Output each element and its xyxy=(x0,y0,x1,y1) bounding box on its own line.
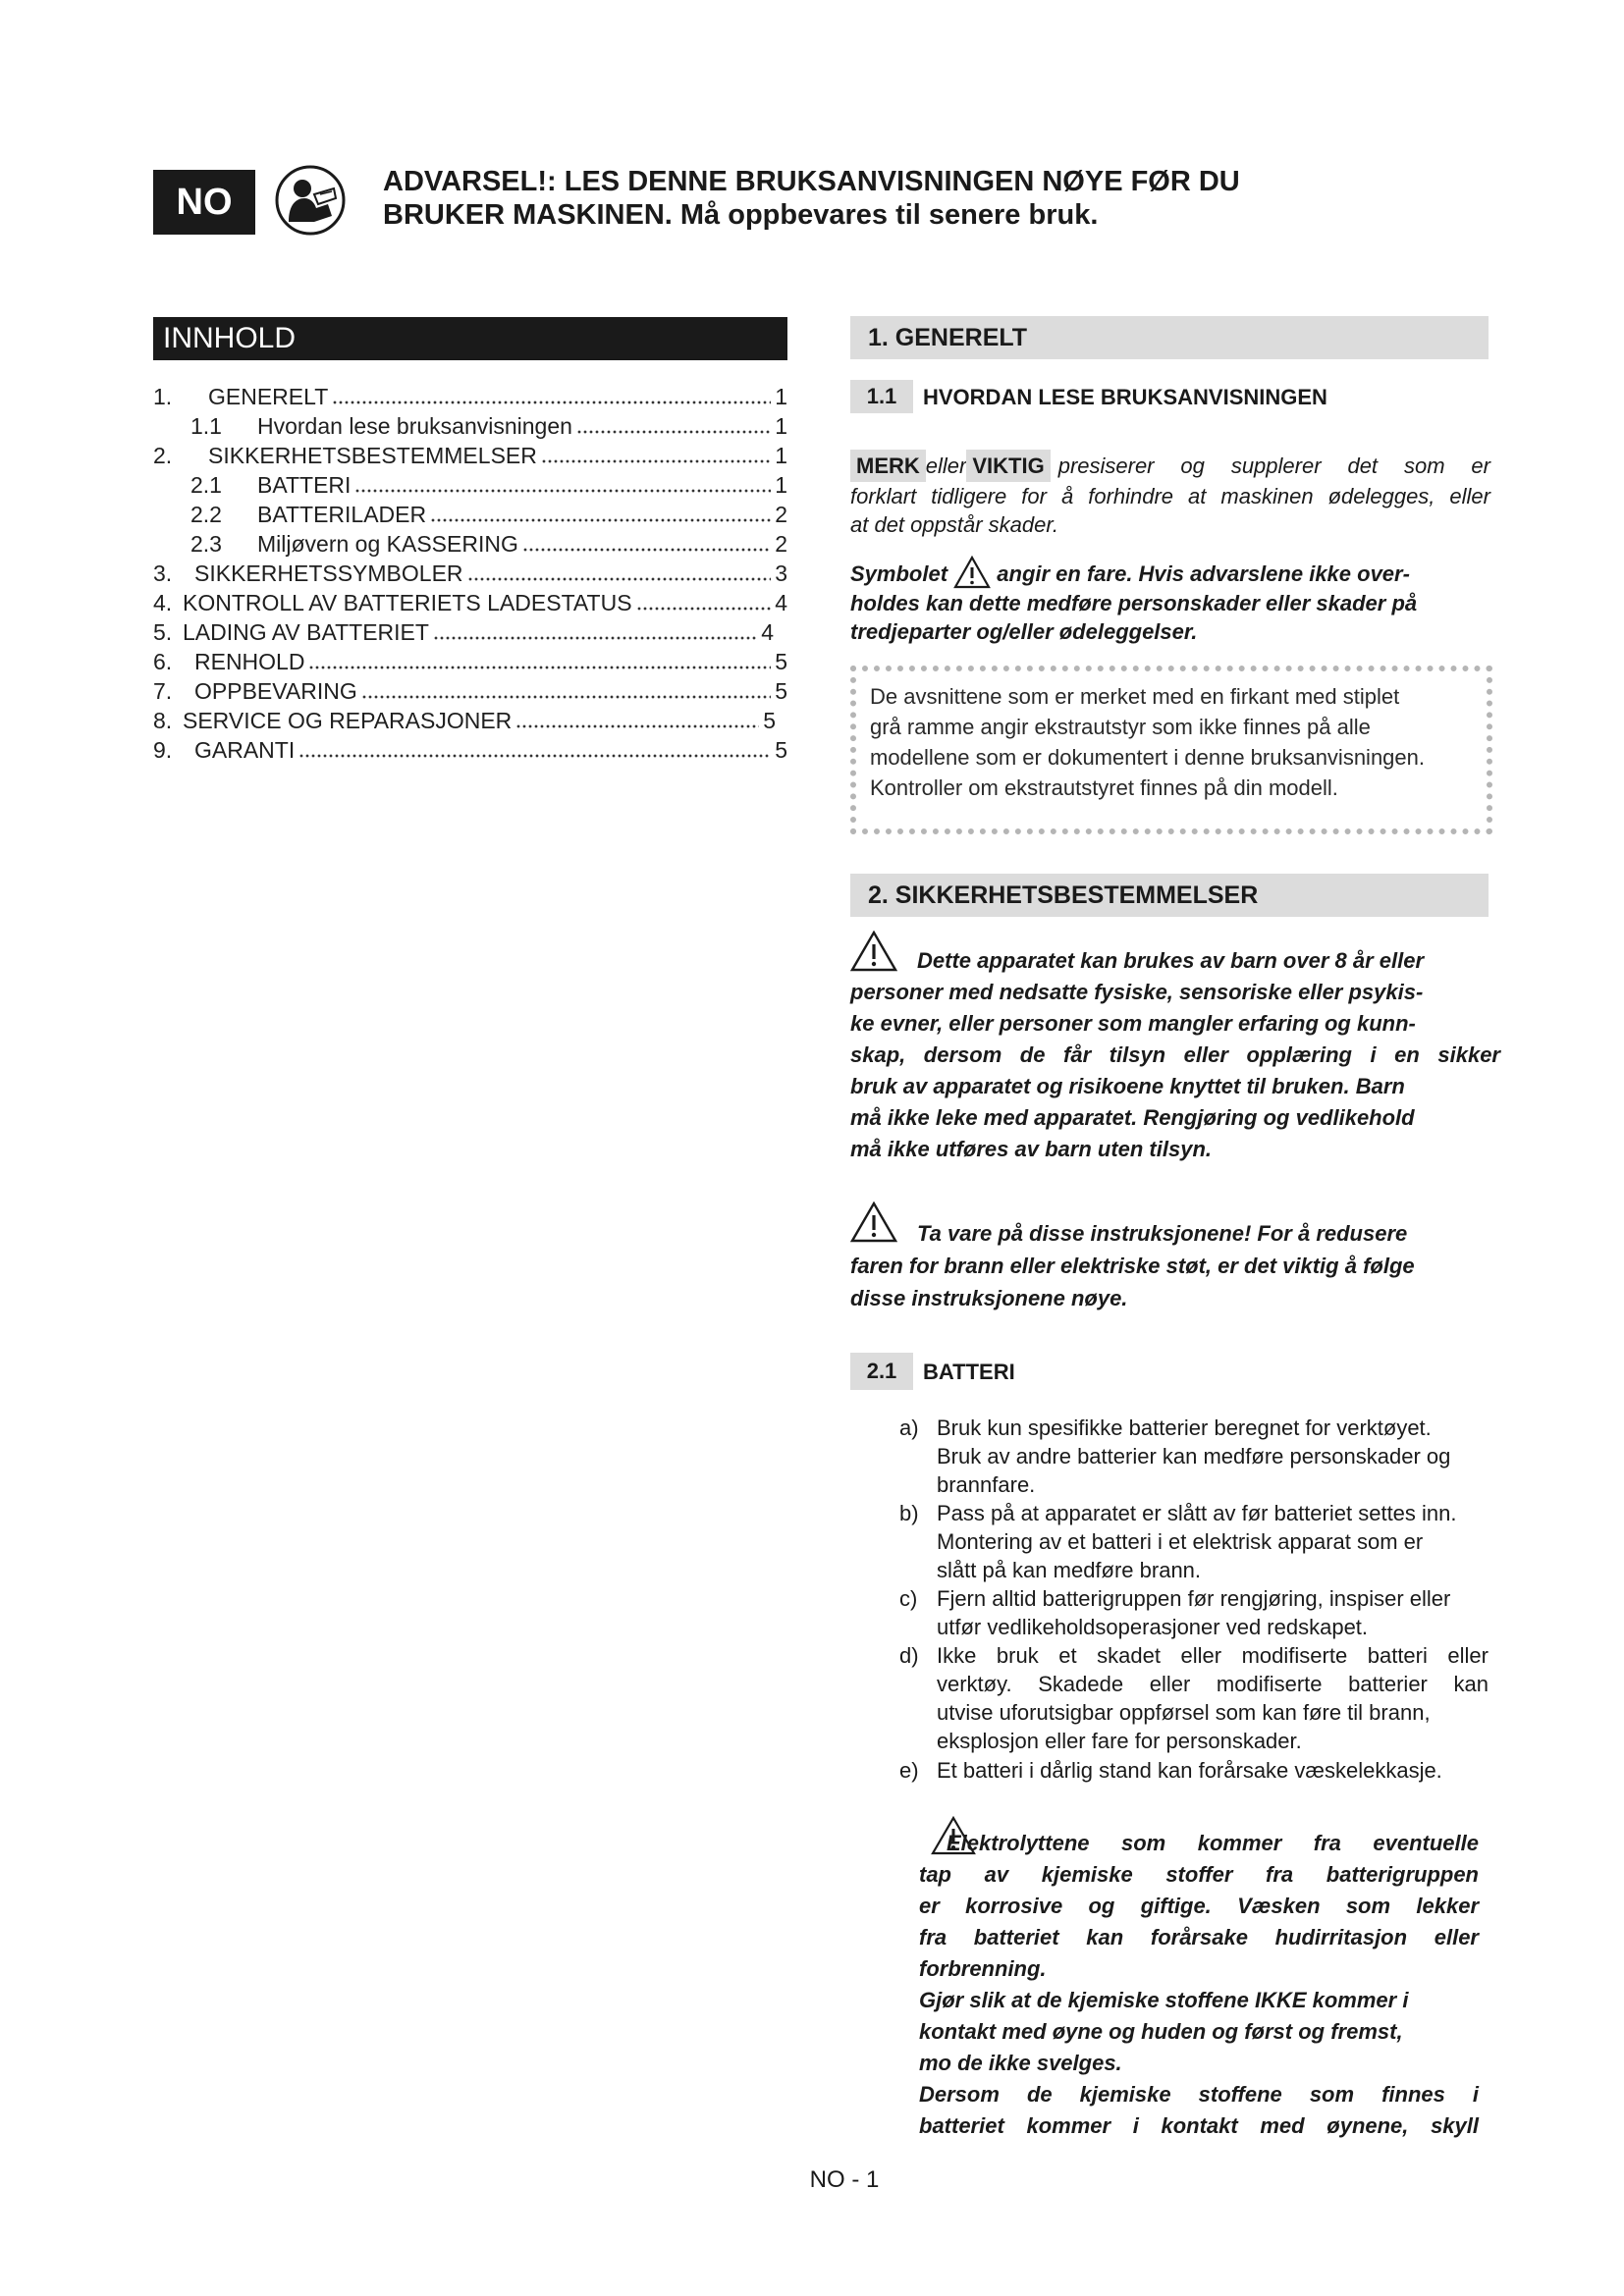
toc-entry-title: BATTERI xyxy=(257,472,352,498)
symbol-text-line-1: angir en fare. Hvis advarslene ikke over- xyxy=(997,561,1410,586)
symbol-text-line-2: holdes kan dette medføre personskader eller skader på xyxy=(850,591,1418,615)
toc-entry-number: 2.1 xyxy=(190,472,222,498)
subsection-title: BATTERI xyxy=(923,1360,1015,1384)
toc-dot-leader xyxy=(522,548,771,552)
warning-text-line: må ikke leke med apparatet. Rengjøring og vedlikehold xyxy=(850,1105,1415,1130)
toc-title: INNHOLD xyxy=(153,317,787,360)
list-marker: a) xyxy=(899,1415,919,1440)
toc-dot-leader xyxy=(515,724,759,728)
toc-entry-page: 4 xyxy=(761,619,774,645)
toc-entry[interactable] xyxy=(153,735,787,765)
list-line: utvise uforutsigbar oppførsel som kan føre til brann, xyxy=(937,1700,1431,1725)
electrolyte-line: mo de ikke svelges. xyxy=(919,2051,1122,2075)
toc-dot-leader xyxy=(361,695,771,699)
warning-text-line: skap, dersom de får tilsyn eller opplæring i en sikker xyxy=(850,1042,1500,1067)
toc-entry-page: 1 xyxy=(775,384,787,409)
list-line: Bruk kun spesifikke batterier beregnet for verktøyet. xyxy=(937,1415,1432,1440)
electrolyte-line: tap av kjemiske stoffer fra batterigruppen xyxy=(919,1862,1479,1887)
list-marker: e) xyxy=(899,1758,919,1783)
toc-entry-page: 5 xyxy=(775,737,787,763)
read-manual-icon xyxy=(275,165,346,236)
electrolyte-line: Dersom de kjemiske stoffene som finnes i xyxy=(919,2082,1479,2107)
list-line: Pass på at apparatet er slått av før batteriet settes inn. xyxy=(937,1501,1457,1525)
toc-entry-title: Hvordan lese bruksanvisningen xyxy=(257,413,572,439)
toc-entry[interactable] xyxy=(153,441,787,470)
list-line: Fjern alltid batterigruppen før rengjøring, inspiser eller xyxy=(937,1586,1451,1611)
toc-entry-number: 6. xyxy=(153,649,173,674)
warning-text-line: må ikke utføres av barn uten tilsyn. xyxy=(850,1137,1213,1161)
warning-text-line: Dette apparatet kan brukes av barn over 8 år eller xyxy=(917,948,1425,973)
note-connector-word: eller xyxy=(925,454,967,478)
toc-entry-number: 2.3 xyxy=(190,531,222,557)
notice-line: modellene som er dokumentert i denne bruksanvisningen. xyxy=(870,745,1425,770)
notice-line: Kontroller om ekstrautstyret finnes på din modell. xyxy=(870,775,1338,800)
toc-entry-title: BATTERILADER xyxy=(257,502,427,527)
toc-dot-leader xyxy=(467,577,772,581)
toc-entry-page: 1 xyxy=(775,413,787,439)
toc-dot-leader xyxy=(576,430,771,434)
toc-entry-page: 3 xyxy=(775,561,787,586)
toc-entry-page: 5 xyxy=(775,649,787,674)
toc-entry-page: 2 xyxy=(775,531,787,557)
warning-text-line: personer med nedsatte fysiske, sensoriske eller psykis- xyxy=(850,980,1424,1004)
toc-dot-leader xyxy=(298,754,771,758)
toc-entry-page: 4 xyxy=(775,590,787,615)
toc-entry-title: SERVICE OG REPARASJONER xyxy=(183,708,513,733)
subsection-number: 1.1 xyxy=(850,380,913,413)
toc-dot-leader xyxy=(332,400,771,404)
toc-entry-number: 1.1 xyxy=(190,413,222,439)
toc-entry-title: RENHOLD xyxy=(194,649,305,674)
toc-entry-number: 8. xyxy=(153,708,173,733)
language-badge: NO xyxy=(153,170,255,235)
warning-triangle-icon xyxy=(953,556,991,589)
list-marker: c) xyxy=(899,1586,918,1611)
toc-entry-title: SIKKERHETSBESTEMMELSER xyxy=(208,443,537,468)
toc-entry-title: SIKKERHETSSYMBOLER xyxy=(194,561,463,586)
toc-entry-title: GARANTI xyxy=(194,737,296,763)
toc-entry[interactable] xyxy=(153,559,787,588)
toc-entry-number: 3. xyxy=(153,561,173,586)
toc-entry-title: LADING AV BATTERIET xyxy=(183,619,429,645)
toc-entry[interactable] xyxy=(153,617,787,647)
warning-text-line: bruk av apparatet og risikoene knyttet til bruken. Barn xyxy=(850,1074,1405,1098)
section-heading-safety: 2. SIKKERHETSBESTEMMELSER xyxy=(850,874,1489,917)
toc-entry-title: KONTROLL AV BATTERIETS LADESTATUS xyxy=(183,590,632,615)
warning-text-line: faren for brann eller elektriske støt, er det viktig å følge xyxy=(850,1254,1415,1278)
warning-text-line: disse instruksjonene nøye. xyxy=(850,1286,1128,1310)
toc-dot-leader xyxy=(636,607,772,611)
subsection-title: HVORDAN LESE BRUKSANVISNINGEN xyxy=(923,385,1327,409)
children-safety-warning xyxy=(850,945,1500,1165)
toc-entry[interactable] xyxy=(153,588,787,617)
toc-entry[interactable] xyxy=(153,647,787,676)
warning-line-1: ADVARSEL!: LES DENNE BRUKSANVISNINGEN NØYE FØR DU xyxy=(383,166,1240,197)
list-line: brannfare. xyxy=(937,1472,1036,1497)
toc-entry-page: 5 xyxy=(763,708,776,733)
toc-entry-number: 5. xyxy=(153,619,173,645)
warning-line-2: BRUKER MASKINEN. Må oppbevares til senere bruk. xyxy=(383,199,1099,231)
list-line: Bruk av andre batterier kan medføre personskader og xyxy=(937,1444,1451,1468)
instructions-warning xyxy=(850,1217,1500,1314)
list-marker: b) xyxy=(899,1501,919,1525)
toc-entry[interactable] xyxy=(153,706,787,735)
toc-dot-leader xyxy=(308,666,771,669)
electrolyte-warning xyxy=(919,1828,1479,2142)
toc-entry-title: GENERELT xyxy=(208,384,329,409)
toc-entry[interactable] xyxy=(153,500,787,529)
toc-entry[interactable] xyxy=(153,382,787,411)
note-text-line-2: forklart tidligere for å forhindre at maskinen ødelegges, eller xyxy=(850,484,1490,508)
toc-dot-leader xyxy=(354,489,771,493)
warning-text-line: Ta vare på disse instruksjonene! For å redusere xyxy=(917,1221,1408,1246)
notice-line: grå ramme angir ekstrautstyr som ikke finnes på alle xyxy=(870,715,1371,739)
toc-entry-number: 9. xyxy=(153,737,173,763)
list-line: verktøy. Skadede eller modifiserte batterier kan xyxy=(937,1672,1489,1696)
toc-entry-title: Miljøvern og KASSERING xyxy=(257,531,518,557)
symbol-paragraph xyxy=(850,556,1490,646)
note-paragraph xyxy=(850,450,1490,539)
toc-entry-page: 2 xyxy=(775,502,787,527)
list-line: slått på kan medføre brann. xyxy=(937,1558,1202,1582)
list-line: utfør vedlikeholdsoperasjoner ved redskapet. xyxy=(937,1615,1369,1639)
manual-warning-heading xyxy=(383,165,1326,232)
toc-entry-number: 4. xyxy=(153,590,173,615)
toc-entry-title: OPPBEVARING xyxy=(194,678,357,704)
toc-dot-leader xyxy=(430,518,771,522)
toc-entry[interactable] xyxy=(153,411,787,441)
electrolyte-line: er korrosive og giftige. Væsken som lekker xyxy=(919,1894,1479,1918)
toc-dot-leader xyxy=(433,636,757,640)
toc-entry[interactable] xyxy=(153,676,787,706)
list-marker: d) xyxy=(899,1643,919,1668)
electrolyte-line: forbrenning. xyxy=(919,1956,1047,1981)
list-line: Et batteri i dårlig stand kan forårsake væskelekkasje. xyxy=(937,1758,1442,1783)
merk-tag: MERK xyxy=(850,450,926,482)
toc-entry-page: 1 xyxy=(775,472,787,498)
viktig-tag: VIKTIG xyxy=(966,450,1050,482)
list-line: eksplosjon eller fare for personskader. xyxy=(937,1729,1302,1753)
toc-entry-page: 5 xyxy=(775,678,787,704)
note-text-line-1: presiserer og supplerer det som er xyxy=(1057,454,1490,478)
toc-entry[interactable] xyxy=(153,470,787,500)
list-line: Montering av et batteri i et elektrisk apparat som er xyxy=(937,1529,1424,1554)
warning-text-line: ke evner, eller personer som mangler erfaring og kunn- xyxy=(850,1011,1416,1036)
toc-dot-leader xyxy=(541,459,771,463)
electrolyte-line: Elektrolyttene som kommer fra eventuelle xyxy=(947,1831,1479,1855)
electrolyte-line: fra batteriet kan forårsake hudirritasjon eller xyxy=(919,1925,1479,1949)
symbol-text-line-3: tredjeparter og/eller ødeleggelser. xyxy=(850,619,1198,644)
subsection-number: 2.1 xyxy=(850,1353,913,1390)
electrolyte-line: Gjør slik at de kjemiske stoffene IKKE kommer i xyxy=(919,1988,1409,2012)
notice-line: De avsnittene som er merket med en firkant med stiplet xyxy=(870,684,1400,709)
electrolyte-line: batteriet kommer i kontakt med øynene, skyll xyxy=(919,2113,1479,2138)
toc-entry-number: 2.2 xyxy=(190,502,222,527)
toc-entry[interactable] xyxy=(153,529,787,559)
toc-entry-number: 7. xyxy=(153,678,173,704)
toc-entry-number: 1. xyxy=(153,384,173,409)
note-text-line-3: at det oppstår skader. xyxy=(850,512,1058,537)
toc-entry-page: 1 xyxy=(775,443,787,468)
page-number: NO - 1 xyxy=(809,2166,880,2193)
toc-entry-number: 2. xyxy=(153,443,173,468)
electrolyte-line: kontakt med øyne og huden og først og fremst, xyxy=(919,2019,1403,2044)
symbol-word: Symbolet xyxy=(850,561,948,586)
section-heading-general: 1. GENERELT xyxy=(850,316,1489,359)
list-line: Ikke bruk et skadet eller modifiserte batteri eller xyxy=(937,1643,1489,1668)
optional-equipment-notice xyxy=(850,666,1492,834)
